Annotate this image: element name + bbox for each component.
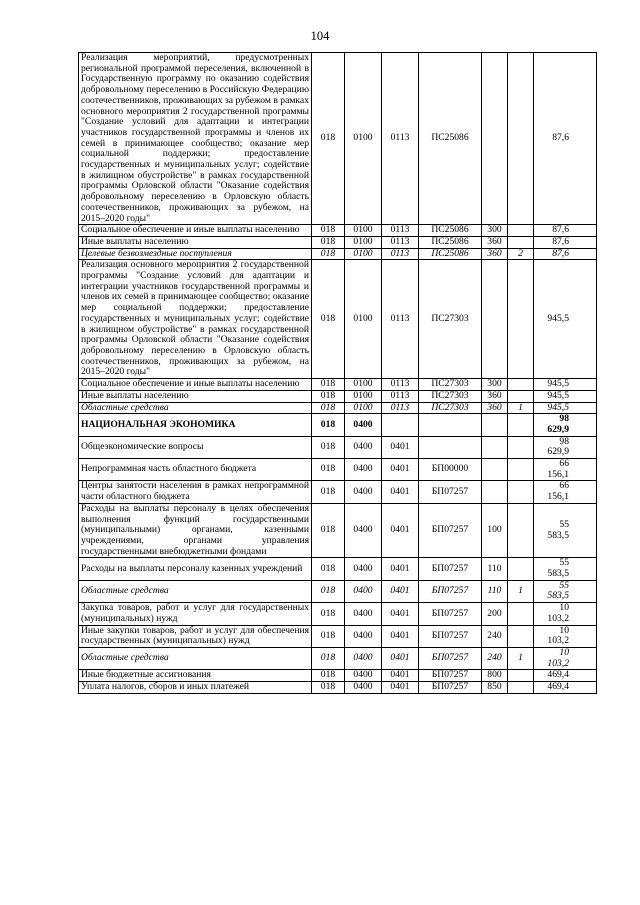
section-code: 0400 <box>345 436 382 458</box>
subsection-code: 0401 <box>382 558 419 580</box>
expense-type-code <box>482 459 508 481</box>
section-code: 0400 <box>345 481 382 503</box>
department-code: 018 <box>312 603 345 625</box>
funding-source-code <box>508 670 534 682</box>
row-description: Областные средства <box>79 402 312 414</box>
row-description: Расходы на выплаты персоналу казенных учреждений <box>79 558 312 580</box>
department-code: 018 <box>312 580 345 602</box>
expense-type-code: 110 <box>482 580 508 602</box>
amount: 945,5 <box>534 402 597 414</box>
row-description: Областные средства <box>79 647 312 669</box>
expense-type-code: 240 <box>482 647 508 669</box>
row-description: Реализация основного мероприятия 2 государственной программы "Создание условий для адаптации и интеграции участников государственной программы и членов их семей в принимающее сообщество; оказание мер социальной поддержки; предоставление государственных и муниципальных услуг; содействие в жилищном обустройстве" в рамках государственной программы Орловской области "Оказание содействия добровольному переселению в Орловскую область соотечественников, проживающих за рубежом, на 2015–2020 годы" <box>79 260 312 379</box>
department-code: 018 <box>312 625 345 647</box>
subsection-code: 0401 <box>382 580 419 602</box>
expense-type-code: 240 <box>482 625 508 647</box>
target-article-code: БП07257 <box>419 647 482 669</box>
section-code: 0100 <box>345 402 382 414</box>
section-code: 0100 <box>345 248 382 260</box>
subsection-code: 0401 <box>382 647 419 669</box>
subsection-code: 0113 <box>382 379 419 391</box>
department-code: 018 <box>312 248 345 260</box>
row-description: Иные бюджетные ассигнования <box>79 670 312 682</box>
section-code: 0400 <box>345 580 382 602</box>
funding-source-code: 2 <box>508 248 534 260</box>
section-code: 0400 <box>345 558 382 580</box>
table-row <box>79 682 597 694</box>
department-code: 018 <box>312 414 345 436</box>
funding-source-code <box>508 459 534 481</box>
target-article-code: ПС27303 <box>419 379 482 391</box>
subsection-code: 0401 <box>382 481 419 503</box>
target-article-code: БП07257 <box>419 625 482 647</box>
expense-type-code: 850 <box>482 682 508 694</box>
expense-type-code: 100 <box>482 503 508 558</box>
funding-source-code <box>508 390 534 402</box>
budget-table <box>78 52 597 694</box>
funding-source-code: 1 <box>508 647 534 669</box>
funding-source-code <box>508 558 534 580</box>
target-article-code: ПС25086 <box>419 248 482 260</box>
amount: 87,6 <box>534 236 597 248</box>
row-description: Иные выплаты населению <box>79 390 312 402</box>
subsection-code: 0113 <box>382 236 419 248</box>
table-row <box>79 603 597 625</box>
funding-source-code <box>508 503 534 558</box>
row-description: Непрограммная часть областного бюджета <box>79 459 312 481</box>
table-row <box>79 414 597 436</box>
subsection-code <box>382 414 419 436</box>
expense-type-code: 800 <box>482 670 508 682</box>
target-article-code: БП07257 <box>419 503 482 558</box>
amount: 87,6 <box>534 248 597 260</box>
table-row <box>79 436 597 458</box>
department-code: 018 <box>312 260 345 379</box>
department-code: 018 <box>312 390 345 402</box>
amount: 945,5 <box>534 260 597 379</box>
amount: 945,5 <box>534 390 597 402</box>
amount: 55 583,5 <box>534 558 597 580</box>
section-code: 0400 <box>345 647 382 669</box>
funding-source-code <box>508 436 534 458</box>
target-article-code: ПС27303 <box>419 390 482 402</box>
amount: 87,6 <box>534 53 597 225</box>
department-code: 018 <box>312 647 345 669</box>
amount: 66 156,1 <box>534 481 597 503</box>
target-article-code: ПС25086 <box>419 53 482 225</box>
department-code: 018 <box>312 503 345 558</box>
subsection-code: 0113 <box>382 225 419 237</box>
table-row <box>79 236 597 248</box>
table-row <box>79 625 597 647</box>
target-article-code: БП00000 <box>419 459 482 481</box>
row-description: Целевые безвозмездные поступления <box>79 248 312 260</box>
expense-type-code: 200 <box>482 603 508 625</box>
expense-type-code: 300 <box>482 379 508 391</box>
department-code: 018 <box>312 682 345 694</box>
expense-type-code <box>482 414 508 436</box>
target-article-code <box>419 436 482 458</box>
expense-type-code: 360 <box>482 402 508 414</box>
department-code: 018 <box>312 379 345 391</box>
amount: 469,4 <box>534 670 597 682</box>
department-code: 018 <box>312 225 345 237</box>
amount: 10 103,2 <box>534 625 597 647</box>
section-code: 0400 <box>345 459 382 481</box>
funding-source-code <box>508 481 534 503</box>
row-description: Социальное обеспечение и иные выплаты населению <box>79 379 312 391</box>
target-article-code: БП07257 <box>419 481 482 503</box>
section-code: 0100 <box>345 379 382 391</box>
expense-type-code: 360 <box>482 236 508 248</box>
row-description: НАЦИОНАЛЬНАЯ ЭКОНОМИКА <box>79 414 312 436</box>
table-row <box>79 402 597 414</box>
page-number: 104 <box>310 29 330 43</box>
funding-source-code <box>508 236 534 248</box>
table-row <box>79 670 597 682</box>
subsection-code: 0113 <box>382 402 419 414</box>
section-code: 0100 <box>345 260 382 379</box>
amount: 469,4 <box>534 682 597 694</box>
table-row <box>79 558 597 580</box>
section-code: 0100 <box>345 236 382 248</box>
amount: 98 629,9 <box>534 414 597 436</box>
funding-source-code <box>508 379 534 391</box>
department-code: 018 <box>312 459 345 481</box>
expense-type-code: 110 <box>482 558 508 580</box>
expense-type-code: 300 <box>482 225 508 237</box>
budget-table-body <box>79 53 597 694</box>
section-code: 0400 <box>345 603 382 625</box>
table-row <box>79 390 597 402</box>
row-description: Расходы на выплаты персоналу в целях обеспечения выполнения функций государственными (муниципальными) органами, казенными учреждениями, органами управления государственными внебюджетными фондами <box>79 503 312 558</box>
table-row <box>79 503 597 558</box>
funding-source-code <box>508 603 534 625</box>
department-code: 018 <box>312 670 345 682</box>
subsection-code: 0401 <box>382 603 419 625</box>
section-code: 0100 <box>345 390 382 402</box>
table-row <box>79 260 597 379</box>
expense-type-code <box>482 481 508 503</box>
row-description: Уплата налогов, сборов и иных платежей <box>79 682 312 694</box>
subsection-code: 0401 <box>382 436 419 458</box>
expense-type-code: 360 <box>482 390 508 402</box>
section-code: 0400 <box>345 625 382 647</box>
expense-type-code <box>482 53 508 225</box>
amount: 10 103,2 <box>534 647 597 669</box>
section-code: 0400 <box>345 670 382 682</box>
subsection-code: 0113 <box>382 248 419 260</box>
row-description: Иные закупки товаров, работ и услуг для обеспечения государственных (муниципальных) нужд <box>79 625 312 647</box>
department-code: 018 <box>312 558 345 580</box>
table-row <box>79 647 597 669</box>
subsection-code: 0113 <box>382 260 419 379</box>
target-article-code: ПС25086 <box>419 225 482 237</box>
subsection-code: 0113 <box>382 53 419 225</box>
subsection-code: 0401 <box>382 625 419 647</box>
amount: 55 583,5 <box>534 580 597 602</box>
subsection-code: 0401 <box>382 459 419 481</box>
amount: 10 103,2 <box>534 603 597 625</box>
funding-source-code <box>508 414 534 436</box>
target-article-code: БП07257 <box>419 682 482 694</box>
funding-source-code <box>508 260 534 379</box>
target-article-code: ПС27303 <box>419 260 482 379</box>
department-code: 018 <box>312 236 345 248</box>
expense-type-code <box>482 260 508 379</box>
row-description: Реализация мероприятий, предусмотренных региональной программой переселения, включенной в Государственную программу по оказанию содействия добровольному переселению в Российскую Федерацию соотечественников, проживающих за рубежом в рамках основного мероприятия 2 государственной программы "Создание условий для адаптации и интеграции участников государственной программы и членов их семей в принимающее сообщество; оказание мер социальной поддержки; предоставление государственных и муниципальных услуг; содействие в жилищном обустройстве" в рамках государственной программы Орловской области "Оказание содействия добровольному переселению в Орловскую область соотечественников, проживающих за рубежом, на 2015–2020 годы" <box>79 53 312 225</box>
table-row <box>79 379 597 391</box>
funding-source-code: 1 <box>508 402 534 414</box>
row-description: Иные выплаты населению <box>79 236 312 248</box>
department-code: 018 <box>312 53 345 225</box>
amount: 945,5 <box>534 379 597 391</box>
subsection-code: 0401 <box>382 682 419 694</box>
funding-source-code: 1 <box>508 580 534 602</box>
funding-source-code <box>508 225 534 237</box>
funding-source-code <box>508 625 534 647</box>
target-article-code <box>419 414 482 436</box>
table-row <box>79 459 597 481</box>
target-article-code: БП07257 <box>419 558 482 580</box>
subsection-code: 0401 <box>382 670 419 682</box>
table-row <box>79 53 597 225</box>
row-description: Закупка товаров, работ и услуг для государственных (муниципальных) нужд <box>79 603 312 625</box>
target-article-code: БП07257 <box>419 603 482 625</box>
funding-source-code <box>508 53 534 225</box>
row-description: Областные средства <box>79 580 312 602</box>
funding-source-code <box>508 682 534 694</box>
expense-type-code <box>482 436 508 458</box>
subsection-code: 0113 <box>382 390 419 402</box>
row-description: Социальное обеспечение и иные выплаты населению <box>79 225 312 237</box>
expense-type-code: 360 <box>482 248 508 260</box>
target-article-code: ПС25086 <box>419 236 482 248</box>
amount: 98 629,9 <box>534 436 597 458</box>
row-description: Общеэкономические вопросы <box>79 436 312 458</box>
section-code: 0400 <box>345 414 382 436</box>
table-row <box>79 580 597 602</box>
department-code: 018 <box>312 436 345 458</box>
amount: 66 156,1 <box>534 459 597 481</box>
table-row <box>79 225 597 237</box>
subsection-code: 0401 <box>382 503 419 558</box>
department-code: 018 <box>312 402 345 414</box>
table-row <box>79 248 597 260</box>
section-code: 0100 <box>345 53 382 225</box>
target-article-code: БП07257 <box>419 670 482 682</box>
section-code: 0400 <box>345 503 382 558</box>
row-description: Центры занятости населения в рамках непрограммной части областного бюджета <box>79 481 312 503</box>
amount: 87,6 <box>534 225 597 237</box>
target-article-code: ПС27303 <box>419 402 482 414</box>
section-code: 0100 <box>345 225 382 237</box>
amount: 55 583,5 <box>534 503 597 558</box>
section-code: 0400 <box>345 682 382 694</box>
department-code: 018 <box>312 481 345 503</box>
table-row <box>79 481 597 503</box>
target-article-code: БП07257 <box>419 580 482 602</box>
